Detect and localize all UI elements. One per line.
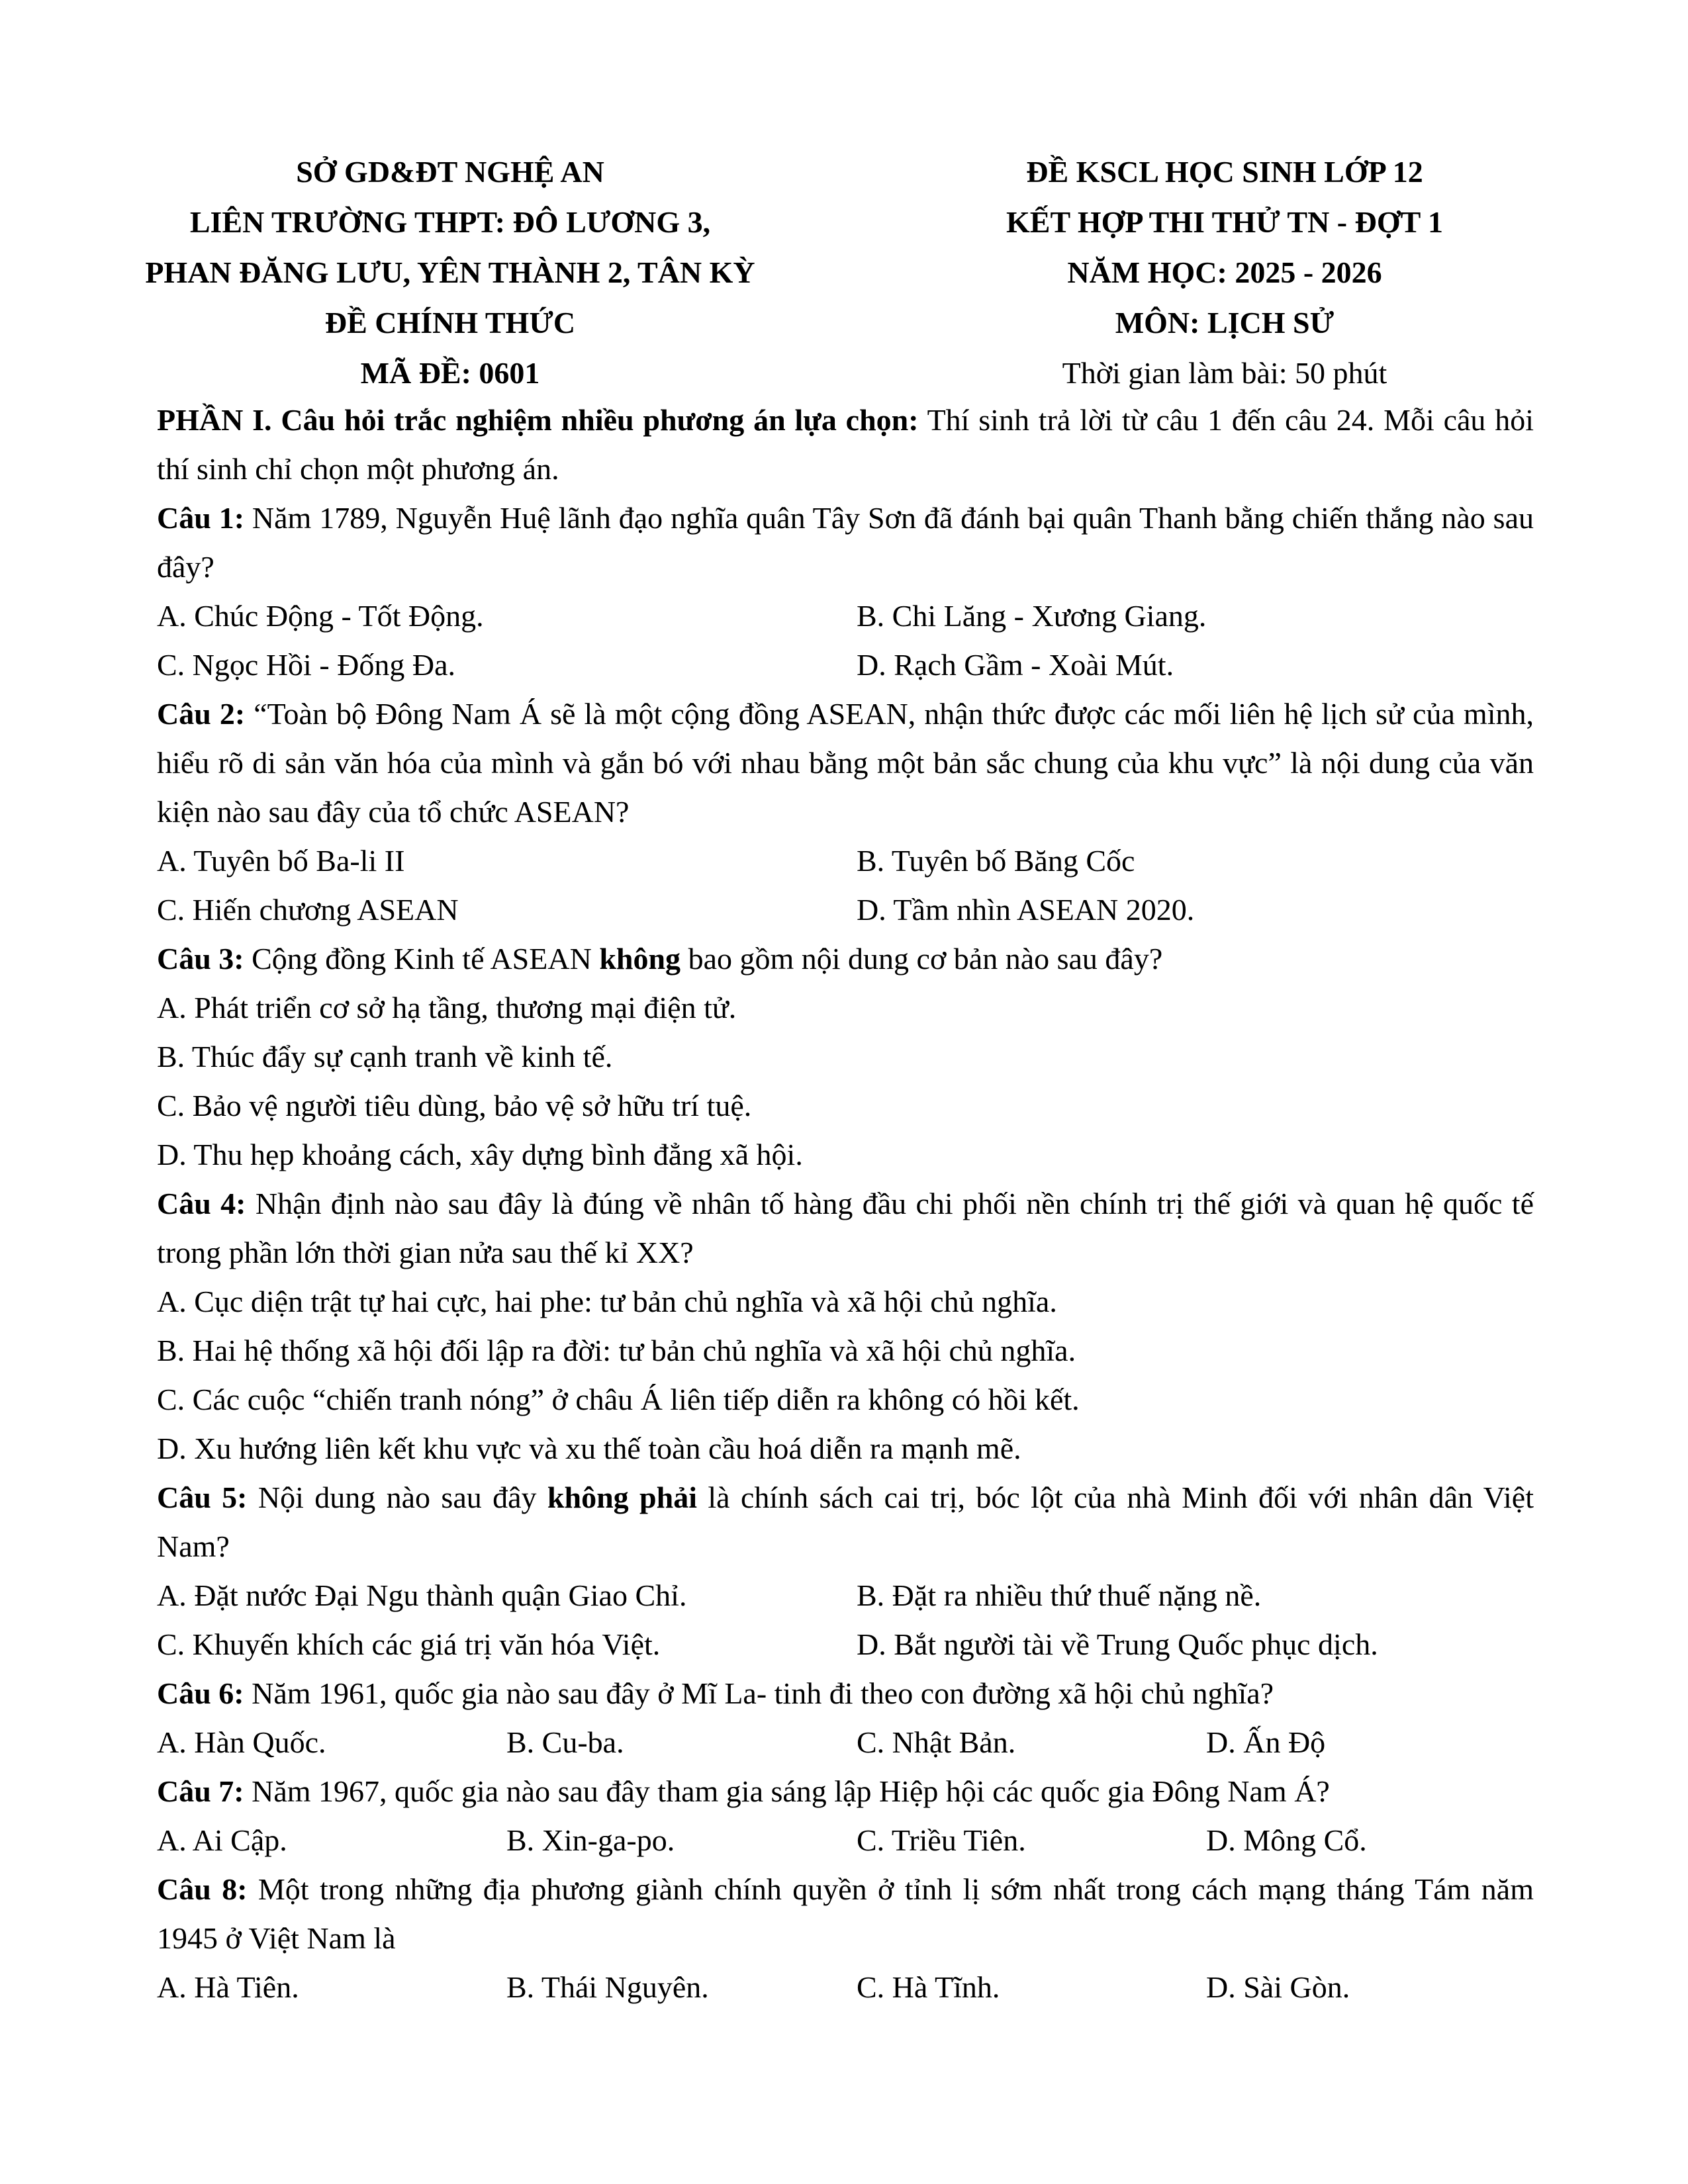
option-c[interactable]: C. Khuyến khích các giá trị văn hóa Việt. bbox=[157, 1627, 661, 1661]
option-a[interactable]: A. Hà Tiên. bbox=[157, 1970, 299, 2004]
question-text: bao gồm nội dung cơ bản nào sau đây? bbox=[680, 942, 1163, 976]
option-d[interactable]: D. Rạch Gầm - Xoài Mút. bbox=[857, 648, 1174, 682]
question-3 bbox=[157, 934, 1534, 983]
options-row bbox=[157, 592, 1534, 641]
option-c[interactable]: C. Hà Tĩnh. bbox=[857, 1970, 1000, 2004]
school-group-line1: LIÊN TRƯỜNG THPT: ĐÔ LƯƠNG 3, bbox=[189, 205, 711, 239]
question-text: là chính sách cai trị, bóc lột của nhà Minh đối với nhân dân Việt Nam? bbox=[157, 1480, 1534, 1563]
option-c[interactable]: C. Các cuộc “chiến tranh nóng” ở châu Á liên tiếp diễn ra không có hồi kết. bbox=[157, 1383, 1080, 1416]
option-a[interactable]: A. Hàn Quốc. bbox=[157, 1725, 326, 1759]
options-row bbox=[157, 1718, 1534, 1767]
department-name: SỞ GD&ĐT NGHỆ AN bbox=[296, 155, 604, 189]
subject: MÔN: LỊCH SỬ bbox=[1115, 306, 1335, 340]
question-label: Câu 5: bbox=[157, 1480, 248, 1514]
option-c[interactable]: C. Nhật Bản. bbox=[857, 1725, 1016, 1759]
exam-title: ĐỀ KSCL HỌC SINH LỚP 12 bbox=[1026, 155, 1423, 189]
part1-text: Thí sinh trả lời từ câu 1 đến câu 24. Mỗi câu hỏi thí sinh chỉ chọn một phương án. bbox=[157, 403, 1534, 486]
school-year: NĂM HỌC: 2025 - 2026 bbox=[1067, 255, 1382, 289]
question-8 bbox=[157, 1865, 1534, 1963]
negation-emphasis: không bbox=[599, 942, 681, 976]
exam-subtitle: KẾT HỢP THI THỬ TN - ĐỢT 1 bbox=[1006, 205, 1443, 239]
question-7 bbox=[157, 1767, 1534, 1816]
time-limit: Thời gian làm bài: 50 phút bbox=[1062, 356, 1387, 390]
option-d[interactable]: D. Mông Cổ. bbox=[1206, 1823, 1367, 1857]
option-b[interactable]: B. Tuyên bố Băng Cốc bbox=[857, 844, 1135, 878]
question-label: Câu 3: bbox=[157, 942, 244, 976]
question-label: Câu 7: bbox=[157, 1774, 244, 1808]
options-row bbox=[157, 1963, 1534, 2012]
question-text: Cộng đồng Kinh tế ASEAN bbox=[244, 942, 600, 976]
options-row bbox=[157, 1620, 1534, 1669]
option-b[interactable]: B. Thái Nguyên. bbox=[506, 1970, 709, 2004]
question-4 bbox=[157, 1179, 1534, 1277]
part1-title: PHẦN I. Câu hỏi trắc nghiệm nhiều phương án lựa chọn: bbox=[157, 403, 919, 437]
option-a[interactable]: A. Cục diện trật tự hai cực, hai phe: tư bản chủ nghĩa và xã hội chủ nghĩa. bbox=[157, 1285, 1057, 1318]
header-right bbox=[861, 147, 1589, 398]
question-5 bbox=[157, 1473, 1534, 1571]
option-a[interactable]: A. Tuyên bố Ba-li II bbox=[157, 844, 405, 878]
question-text: Nhận định nào sau đây là đúng về nhân tố hàng đầu chi phối nền chính trị thế giới và quan hệ quốc tế trong phần lớn thời gian nửa sau thế kỉ XX? bbox=[157, 1187, 1534, 1269]
part1-instructions bbox=[157, 396, 1534, 494]
question-label: Câu 6: bbox=[157, 1676, 244, 1710]
question-2 bbox=[157, 690, 1534, 837]
option-d[interactable]: D. Bắt người tài về Trung Quốc phục dịch. bbox=[857, 1627, 1378, 1661]
option-c[interactable]: C. Bảo vệ người tiêu dùng, bảo vệ sở hữu trí tuệ. bbox=[157, 1089, 752, 1122]
option-b[interactable]: B. Cu-ba. bbox=[506, 1725, 624, 1759]
option-b[interactable]: B. Chi Lăng - Xương Giang. bbox=[857, 599, 1207, 633]
question-text: Năm 1789, Nguyễn Huệ lãnh đạo nghĩa quân Tây Sơn đã đánh bại quân Thanh bằng chiến thắng nào sau đây? bbox=[157, 501, 1534, 584]
school-group-line2: PHAN ĐĂNG LƯU, YÊN THÀNH 2, TÂN KỲ bbox=[145, 255, 755, 289]
option-b[interactable]: B. Xin-ga-po. bbox=[506, 1823, 675, 1857]
options-row bbox=[157, 886, 1534, 934]
option-a[interactable]: A. Chúc Động - Tốt Động. bbox=[157, 599, 484, 633]
question-label: Câu 8: bbox=[157, 1872, 248, 1906]
option-b[interactable]: B. Thúc đẩy sự cạnh tranh về kinh tế. bbox=[157, 1040, 613, 1073]
option-a[interactable]: A. Đặt nước Đại Ngu thành quận Giao Chỉ. bbox=[157, 1578, 687, 1612]
option-d[interactable]: D. Ấn Độ bbox=[1206, 1725, 1326, 1759]
option-a[interactable]: A. Phát triển cơ sở hạ tầng, thương mại điện tử. bbox=[157, 991, 737, 1024]
option-d[interactable]: D. Sài Gòn. bbox=[1206, 1970, 1350, 2004]
question-text: Một trong những địa phương giành chính quyền ở tỉnh lị sớm nhất trong cách mạng tháng Tám năm 1945 ở Việt Nam là bbox=[157, 1872, 1534, 1955]
option-d[interactable]: D. Thu hẹp khoảng cách, xây dựng bình đẳng xã hội. bbox=[157, 1138, 803, 1171]
question-text: Nội dung nào sau đây bbox=[247, 1480, 547, 1514]
option-a[interactable]: A. Ai Cập. bbox=[157, 1823, 287, 1857]
options-row bbox=[157, 1571, 1534, 1620]
exam-body bbox=[157, 396, 1534, 2012]
question-text: Năm 1961, quốc gia nào sau đây ở Mĩ La- tinh đi theo con đường xã hội chủ nghĩa? bbox=[244, 1676, 1274, 1710]
option-d[interactable]: D. Xu hướng liên kết khu vực và xu thế toàn cầu hoá diễn ra mạnh mẽ. bbox=[157, 1432, 1021, 1465]
question-text: “Toàn bộ Đông Nam Á sẽ là một cộng đồng ASEAN, nhận thức được các mối liên hệ lịch sử của mình, hiểu rõ di sản văn hóa của mình và gắn bó với nhau bằng một bản sắc chung của khu vực” là nội dung của văn kiện nào sau đây của tổ chức ASEAN? bbox=[157, 697, 1534, 829]
official-exam-label: ĐỀ CHÍNH THỨC bbox=[324, 306, 576, 340]
header-left bbox=[132, 147, 768, 398]
option-b[interactable]: B. Đặt ra nhiều thứ thuế nặng nề. bbox=[857, 1578, 1262, 1612]
question-label: Câu 2: bbox=[157, 697, 246, 731]
options-row bbox=[157, 641, 1534, 690]
options-row bbox=[157, 1816, 1534, 1865]
option-c[interactable]: C. Ngọc Hồi - Đống Đa. bbox=[157, 648, 455, 682]
question-1 bbox=[157, 494, 1534, 592]
question-label: Câu 4: bbox=[157, 1187, 246, 1220]
exam-code: MÃ ĐỀ: 0601 bbox=[360, 356, 540, 390]
question-6 bbox=[157, 1669, 1534, 1718]
option-c[interactable]: C. Hiến chương ASEAN bbox=[157, 893, 459, 927]
option-c[interactable]: C. Triều Tiên. bbox=[857, 1823, 1026, 1857]
option-b[interactable]: B. Hai hệ thống xã hội đối lập ra đời: tư bản chủ nghĩa và xã hội chủ nghĩa. bbox=[157, 1334, 1076, 1367]
options-row bbox=[157, 837, 1534, 886]
question-label: Câu 1: bbox=[157, 501, 245, 535]
option-d[interactable]: D. Tầm nhìn ASEAN 2020. bbox=[857, 893, 1195, 927]
negation-emphasis: không phải bbox=[547, 1480, 697, 1514]
question-text: Năm 1967, quốc gia nào sau đây tham gia sáng lập Hiệp hội các quốc gia Đông Nam Á? bbox=[244, 1774, 1330, 1808]
